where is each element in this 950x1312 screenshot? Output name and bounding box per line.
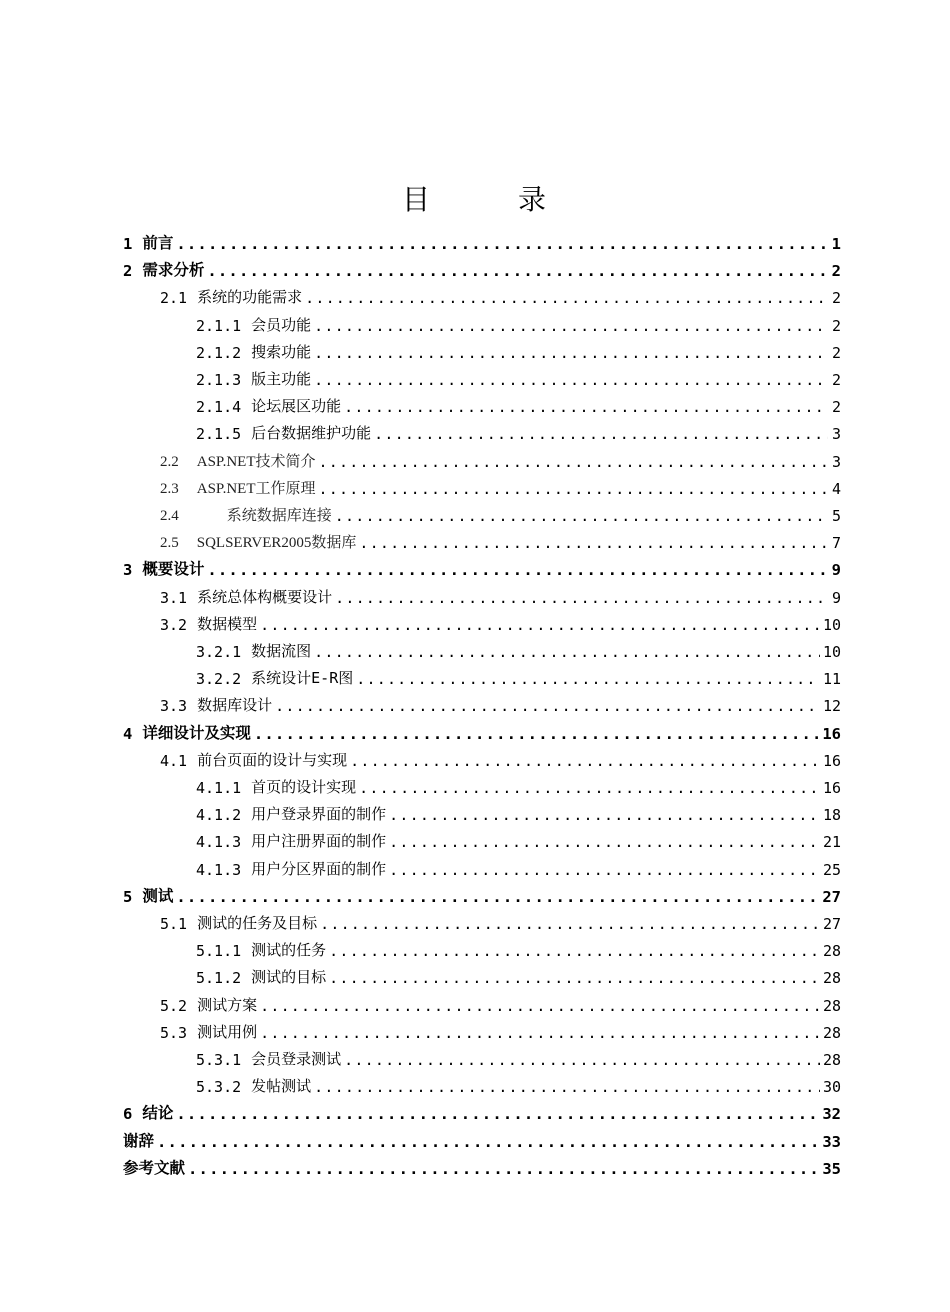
toc-entry-title: 首页的设计实现 — [251, 778, 357, 796]
toc-entry-number: 2 — [123, 262, 133, 281]
toc-entry[interactable] — [160, 907, 841, 933]
dot-leader — [260, 997, 820, 1015]
toc-entry-title: 系统的功能需求 — [197, 288, 303, 307]
dot-leader — [314, 643, 820, 661]
toc-entry-number: 5.3 — [160, 1023, 188, 1042]
toc-entry-number: 4.1.3 — [196, 860, 242, 879]
toc-entry[interactable] — [160, 499, 841, 525]
dot-leader — [314, 344, 828, 362]
dot-leader — [329, 942, 820, 960]
toc-entry-page: 33 — [822, 1132, 841, 1151]
toc-entry-page: 28 — [822, 1023, 841, 1042]
toc-entry-number: 5.1.1 — [196, 942, 242, 961]
toc-entry-page: 11 — [822, 670, 841, 689]
toc-entry-page: 28 — [822, 942, 841, 961]
toc-entry[interactable] — [123, 1125, 841, 1151]
toc-entry-page: 30 — [822, 1078, 841, 1097]
toc-entry-number: 3.1 — [160, 588, 188, 607]
toc-entry-title: 用户登录界面的制作 — [251, 805, 387, 824]
toc-entry-page: 16 — [822, 751, 841, 770]
toc-entry-page: 32 — [822, 1105, 841, 1124]
toc-entry[interactable] — [196, 662, 841, 688]
toc-entry-number: 2.1.3 — [196, 371, 242, 389]
toc-entry[interactable] — [196, 798, 841, 824]
toc-entry-title: 前台页面的设计与实现 — [197, 750, 348, 769]
toc-entry[interactable] — [196, 390, 841, 416]
toc-entry-page: 2 — [831, 262, 841, 281]
toc-entry-page: 5 — [831, 507, 841, 525]
dot-leader — [157, 1133, 819, 1151]
toc-entry-page: 25 — [822, 860, 841, 879]
dot-leader — [359, 779, 820, 797]
dot-leader — [319, 480, 828, 498]
dot-leader — [359, 534, 828, 552]
toc-entry-number: 2.1.1 — [196, 316, 242, 335]
toc-entry-title: 数据流图 — [251, 642, 312, 660]
toc-entry[interactable] — [196, 961, 841, 987]
toc-entry[interactable] — [160, 581, 841, 607]
dot-leader — [188, 1160, 819, 1178]
toc-entry-title: 会员功能 — [251, 315, 312, 334]
toc-entry-number: 4.1.1 — [196, 779, 242, 797]
toc-entry-page: 16 — [822, 779, 841, 797]
toc-entry-number: 4.1.2 — [196, 806, 242, 825]
toc-entry-title: 版主功能 — [251, 370, 312, 388]
toc-entry-number: 6 — [123, 1105, 133, 1124]
toc-entry-page: 4 — [831, 479, 841, 498]
toc-entry-title: 发帖测试 — [251, 1077, 312, 1096]
toc-entry[interactable] — [196, 363, 841, 389]
dot-leader — [335, 507, 828, 525]
toc-entry-number: 4 — [123, 724, 133, 743]
toc-entry-title: 会员登录测试 — [251, 1050, 342, 1068]
toc-entry-title: 结论 — [142, 1104, 174, 1123]
toc-entry-page: 28 — [822, 996, 841, 1015]
toc-entry-number: 2.3 — [160, 480, 179, 497]
toc-entry-title: 搜索功能 — [251, 342, 312, 361]
toc-entry-page: 2 — [831, 316, 841, 335]
toc-entry-title: ASP.NET工作原理 — [196, 480, 316, 497]
toc-entry-number: 2.1.5 — [196, 425, 242, 444]
toc-entry-number: 3.2 — [160, 615, 188, 634]
dot-leader — [314, 317, 828, 335]
dot-leader — [389, 833, 820, 851]
toc-entry[interactable] — [123, 1152, 841, 1178]
dot-leader — [374, 425, 828, 443]
toc-entry[interactable] — [123, 254, 841, 280]
toc-entry-title: 论坛展区功能 — [251, 397, 342, 416]
toc-entry-page: 21 — [822, 833, 841, 852]
toc-entry-title: 数据库设计 — [197, 696, 273, 715]
dot-leader — [176, 1105, 819, 1123]
dot-leader — [329, 969, 820, 987]
toc-entry-title: 系统数据库连接 — [196, 508, 332, 524]
toc-entry-page: 2 — [831, 343, 841, 362]
dot-leader — [254, 725, 819, 743]
dot-leader — [389, 861, 820, 879]
toc-entry-number: 2.1 — [160, 289, 188, 308]
toc-entry-title: 测试的目标 — [251, 968, 327, 987]
toc-entry-number: 3.2.1 — [196, 643, 242, 661]
toc-entry-page: 16 — [822, 724, 841, 743]
toc-entry-page: 1 — [831, 235, 841, 253]
toc-entry[interactable] — [123, 717, 841, 743]
toc-entry[interactable] — [196, 771, 841, 797]
dot-leader — [335, 589, 828, 607]
toc-entry[interactable] — [123, 227, 841, 253]
toc-entry-title: 详细设计及实现 — [142, 723, 251, 742]
dot-leader — [260, 616, 820, 634]
toc-entry-title: 测试的任务及目标 — [197, 914, 318, 932]
toc-entry[interactable] — [160, 526, 841, 552]
toc-entry[interactable] — [160, 989, 841, 1015]
toc-entry[interactable] — [160, 1016, 841, 1042]
dot-leader — [344, 1051, 820, 1069]
toc-entry-number: 5.2 — [160, 996, 188, 1015]
toc-title: 目 录 — [401, 183, 576, 216]
toc-entry-title: ASP.NET技术简介 — [196, 453, 316, 470]
toc-entry-number: 5.3.1 — [196, 1051, 242, 1069]
toc-entry-number: 5.3.2 — [196, 1078, 242, 1097]
dot-leader — [320, 915, 820, 933]
toc-entry[interactable] — [196, 1070, 841, 1096]
toc-entry-title: 后台数据维护功能 — [251, 424, 372, 443]
dot-leader — [356, 670, 820, 688]
toc-entry-number: 2.2 — [160, 453, 179, 470]
toc-entry[interactable] — [196, 417, 841, 443]
toc-entry-page: 9 — [831, 588, 841, 607]
toc-entry-title: SQLSERVER2005数据库 — [196, 535, 357, 552]
dot-leader — [314, 371, 828, 389]
toc-entry-title: 概要设计 — [142, 560, 205, 579]
toc-entry-page: 3 — [831, 425, 841, 444]
toc-entry-title: 测试用例 — [197, 1022, 258, 1041]
toc-entry-page: 28 — [822, 969, 841, 988]
toc-entry-page: 3 — [831, 452, 841, 471]
toc-entry-page: 28 — [822, 1051, 841, 1069]
toc-entry[interactable] — [123, 880, 841, 906]
toc-entry-title: 需求分析 — [142, 261, 205, 280]
dot-leader — [389, 806, 820, 824]
toc-entry-title: 参考文献 — [123, 1158, 186, 1177]
toc-entry[interactable] — [123, 553, 841, 579]
toc-entry-page: 2 — [831, 289, 841, 308]
toc-entry-number: 3.2.2 — [196, 670, 242, 689]
toc-entry-page: 27 — [822, 887, 841, 906]
toc-entry[interactable] — [196, 336, 841, 362]
toc-entry[interactable] — [196, 853, 841, 879]
toc-entry[interactable] — [196, 1043, 841, 1069]
toc-entry-title: 数据模型 — [197, 614, 258, 633]
dot-leader — [176, 888, 819, 906]
toc-entry-title: 测试 — [142, 886, 174, 905]
toc-entry-number: 3.3 — [160, 697, 188, 716]
dot-leader — [350, 752, 820, 770]
toc-entry-number: 5 — [123, 887, 133, 906]
dot-leader — [275, 697, 820, 715]
toc-entry-page: 10 — [822, 615, 841, 634]
toc-entry-title: 用户分区界面的制作 — [251, 859, 387, 878]
toc-entry-number: 2.4 — [160, 508, 179, 524]
toc-entry-title: 测试的任务 — [251, 941, 327, 960]
toc-entry[interactable] — [196, 825, 841, 851]
toc-entry[interactable] — [160, 445, 841, 471]
toc-entry-page: 12 — [822, 697, 841, 716]
toc-entry-title: 前言 — [142, 234, 174, 252]
dot-leader — [314, 1078, 820, 1096]
toc-entry-title: 测试方案 — [197, 995, 258, 1014]
toc-entry-page: 9 — [831, 561, 841, 580]
toc-entry[interactable] — [123, 1097, 841, 1123]
toc-entry-page: 27 — [822, 915, 841, 933]
toc-entry-number: 1 — [123, 235, 133, 253]
toc-entry-number: 4.1.3 — [196, 833, 242, 852]
toc-entry[interactable] — [196, 309, 841, 335]
toc-entry-page: 2 — [831, 371, 841, 389]
toc-entry[interactable] — [160, 689, 841, 715]
dot-leader — [319, 453, 828, 471]
toc-entry-number: 2.1.2 — [196, 343, 242, 362]
toc-entry[interactable] — [196, 934, 841, 960]
toc-entry-title: 用户注册界面的制作 — [251, 832, 387, 851]
toc-entry-page: 35 — [822, 1159, 841, 1178]
toc-entry-page: 18 — [822, 806, 841, 825]
toc-entry[interactable] — [160, 608, 841, 634]
dot-leader — [260, 1024, 820, 1042]
toc-entry[interactable] — [160, 281, 841, 307]
toc-entry-page: 7 — [831, 534, 841, 553]
toc-entry-page: 10 — [822, 643, 841, 661]
toc-entry-number: 4.1 — [160, 751, 188, 770]
dot-leader — [207, 262, 828, 280]
toc-entry[interactable] — [160, 472, 841, 498]
toc-entry-number: 5.1 — [160, 915, 188, 933]
toc-entry[interactable] — [160, 744, 841, 770]
toc-entry-number: 3 — [123, 561, 133, 580]
dot-leader — [344, 398, 828, 416]
toc-entry[interactable] — [196, 635, 841, 661]
dot-leader — [305, 289, 828, 307]
toc-entry-title: 谢辞 — [123, 1131, 155, 1150]
toc-entry-title: 系统设计E-R图 — [251, 669, 354, 688]
toc-entry-number: 5.1.2 — [196, 969, 242, 988]
toc-entry-title: 系统总体构概要设计 — [197, 587, 333, 606]
dot-leader — [207, 561, 828, 579]
toc-entry-number: 2.5 — [160, 535, 179, 552]
dot-leader — [176, 235, 828, 253]
toc-entry-number: 2.1.4 — [196, 398, 242, 417]
toc-entry-page: 2 — [831, 398, 841, 417]
